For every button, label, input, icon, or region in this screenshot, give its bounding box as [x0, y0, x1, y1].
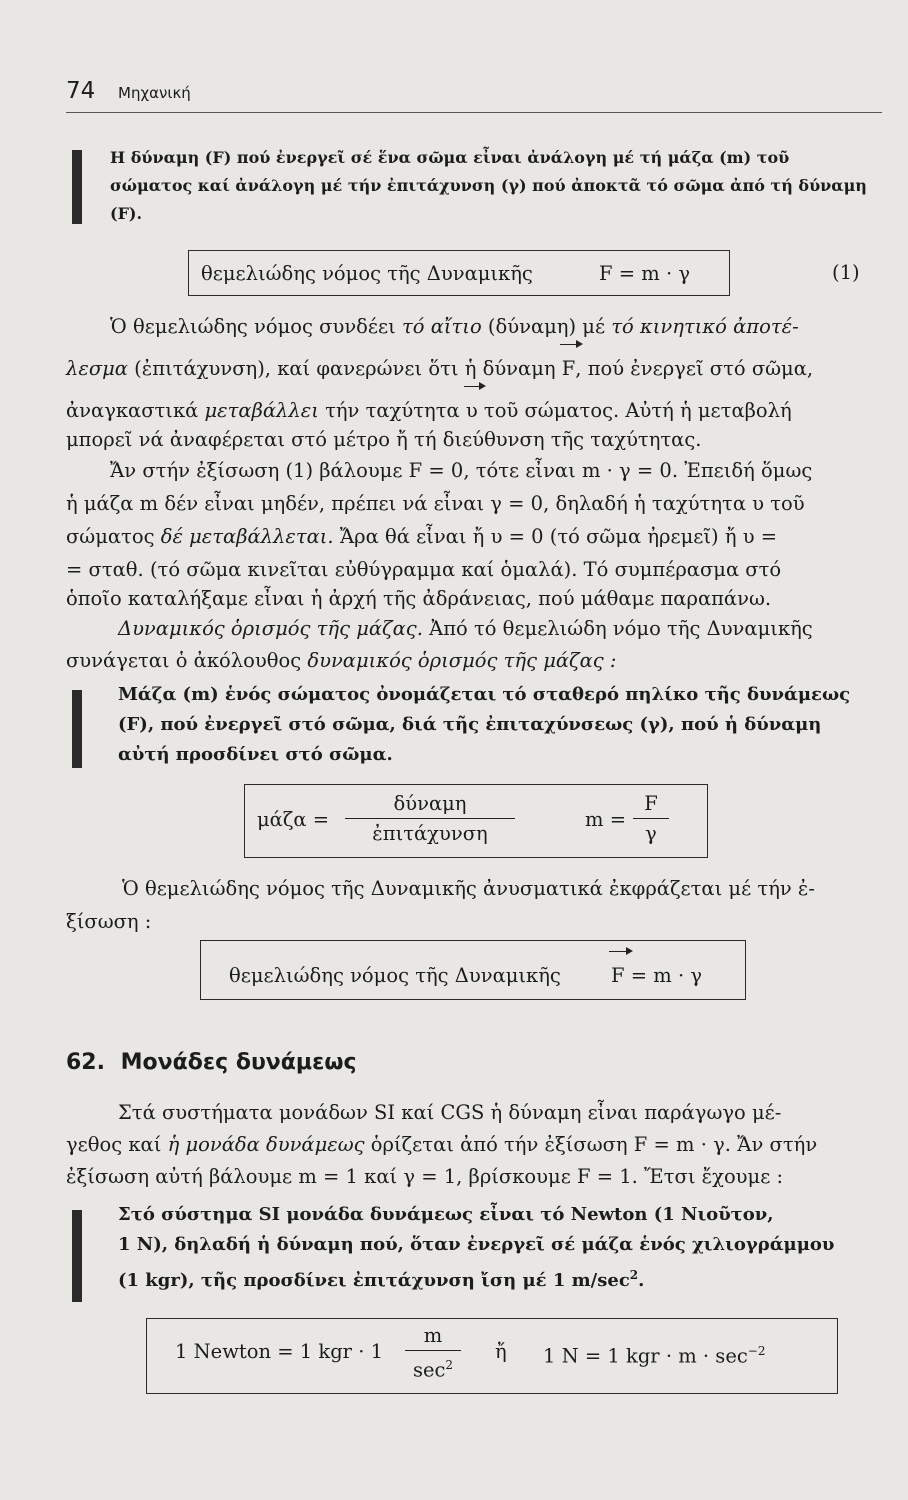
newton-fraction	[405, 1321, 461, 1385]
text: Στό σύστημα SI μονάδα δυνάμεως εἶναι τό Newton (1 Νιοῦτον,	[118, 1204, 774, 1225]
superscript: 2	[629, 1268, 639, 1282]
margin-bar	[72, 1210, 82, 1302]
vector-law-box	[200, 940, 746, 1000]
page-header	[66, 78, 882, 113]
text: ἐξίσωση αὐτή βάλουμε m = 1 καί γ = 1, βρίσκουμε F = 1. Ἔτσι ἔχουμε :	[66, 1165, 784, 1188]
newton-lhs: 1 Newton = 1 kgr · 1	[175, 1340, 383, 1363]
m-lhs: m =	[585, 808, 627, 831]
text: Ἀπό τό θεμελιώδη νόμο τῆς Δυναμικῆς	[422, 617, 813, 640]
paragraph-cause-effect	[110, 312, 880, 341]
mass-fraction	[345, 789, 515, 848]
mass-definition: Μάζα (m) ἑνός σώματος ὀνομάζεται τό σταθερό πηλίκο τῆς δυνάμεως (F), πού ἐνεργεῖ στό σῶμα, διά τῆς ἐπιταχύνσεως (γ), πού ἡ δύναμη αὐτή προσδίνει στό σῶμα.	[118, 684, 851, 765]
section-title: Μονάδες δυνάμεως	[120, 1050, 357, 1075]
text: .	[638, 1270, 645, 1291]
text: = m · γ	[624, 964, 703, 987]
law-label: θεμελιώδης νόμος τῆς Δυναμικῆς	[201, 262, 533, 285]
text: (1 kgr), τῆς προσδίνει ἐπιτάχυνση ἴση μέ 1 m/sec	[118, 1270, 630, 1291]
newton-formula-box	[146, 1318, 838, 1394]
fraction-numerator: δύναμη	[345, 789, 515, 819]
paragraph-mass-definition-intro	[66, 614, 882, 675]
text: Ὁ θεμελιώδης νόμος τῆς Δυναμικῆς ἀνυσματικά ἐκφράζεται μέ τήν ἐ-	[122, 877, 815, 900]
law-statement: Η δύναμη (F) πού ἐνεργεῖ σέ ἕνα σῶμα εἶναι ἀνάλογη μέ τή μάζα (m) τοῦ σώματος καί ἀνάλογη μέ τήν ἐπιτάχυνση (γ) πού ἀποκτᾶ τό σῶμα ἀπό τή δύναμη (F).	[110, 148, 867, 223]
paragraph-inertia	[66, 456, 882, 613]
text: τοῦ σώματος. Αὐτή ἡ μεταβολή	[477, 399, 792, 422]
text: sec	[412, 1358, 446, 1382]
text-italic: δέ μεταβάλλεται.	[160, 525, 334, 548]
mass-lhs: μάζα =	[257, 808, 330, 831]
or-word: ἤ	[495, 1340, 507, 1363]
text-italic: λεσμα	[66, 357, 128, 380]
text-italic: Δυναμικός ὁρισμός τῆς μάζας.	[118, 617, 423, 640]
vector-law-label: θεμελιώδης νόμος τῆς Δυναμικῆς	[229, 964, 561, 987]
text-italic: τό αἴτιο	[401, 315, 482, 338]
text-italic: δυναμικός ὁρισμός τῆς μάζας :	[307, 649, 617, 672]
fraction-denominator	[405, 1351, 461, 1385]
newton-rhs	[543, 1337, 765, 1371]
paragraph-vector-form	[66, 874, 882, 936]
text: 1 N), δηλαδή ἡ δύναμη πού, ὅταν ἐνεργεῖ σέ μάζα ἑνός χιλιογράμμου	[118, 1234, 835, 1255]
law-formula: F = m · γ	[599, 262, 691, 285]
page-number: 74	[66, 78, 96, 104]
text: Στά συστήματα μονάδων SI καί CGS ἡ δύναμη εἶναι παράγωγο μέ-	[118, 1101, 782, 1124]
vector-v: υ	[466, 396, 478, 425]
text: Ὁ θεμελιώδης νόμος συνδέει	[110, 315, 402, 338]
margin-bar	[72, 690, 82, 768]
text: Ἄρα θά εἶναι ἤ υ = 0 (τό σῶμα ἠρεμεῖ) ἤ υ =	[333, 525, 778, 548]
text: 1 N = 1 kgr · m · sec	[543, 1344, 748, 1368]
text: , πού ἐνεργεῖ στό σῶμα,	[575, 357, 814, 380]
newton-definition	[118, 1200, 882, 1296]
text: (δύναμη) μέ	[481, 315, 612, 338]
vector-F: F	[611, 961, 625, 990]
text: ἡ μάζα m δέν εἶναι μηδέν, πρέπει νά εἶναι γ = 0, δηλαδή ἡ ταχύτητα υ τοῦ	[66, 492, 805, 515]
fraction-denominator: γ	[645, 822, 657, 845]
text: συνάγεται ὁ ἀκόλουθος	[66, 649, 308, 672]
text-italic: ἡ μονάδα δυνάμεως	[167, 1133, 365, 1156]
vector-F: F	[562, 354, 576, 383]
running-title: Μηχανική	[118, 84, 191, 102]
paragraph-cause-effect-2	[66, 354, 882, 454]
text: = σταθ. (τό σῶμα κινεῖται εὐθύγραμμα καί ὁμαλά). Τό συμπέρασμα στό	[66, 558, 782, 581]
law-formula-box	[188, 250, 730, 296]
fraction-numerator: m	[405, 1321, 461, 1351]
vector-law-formula	[611, 961, 702, 990]
text: γεθος καί	[66, 1133, 168, 1156]
fraction-denominator: ἐπιτάχυνση	[372, 822, 488, 845]
section-heading	[66, 1050, 357, 1075]
mass-formula-box	[244, 784, 708, 858]
text: σώματος	[66, 525, 161, 548]
text-italic: τό κινητικό ἀποτέ-	[611, 315, 799, 338]
text: ἀναγκαστικά	[66, 399, 205, 422]
superscript: 2	[445, 1358, 454, 1372]
superscript: −2	[747, 1344, 766, 1358]
text: ὁρίζεται ἀπό τήν ἐξίσωση F = m · γ. Ἄν στήν	[364, 1133, 818, 1156]
text: Ἄν στήν ἐξίσωση (1) βάλουμε F = 0, τότε εἶναι m · γ = 0. Ἐπειδή ὅμως	[110, 459, 813, 482]
text: ξίσωση :	[66, 910, 152, 933]
fraction-numerator: F	[633, 789, 669, 819]
m-fraction	[633, 789, 669, 848]
section-number: 62.	[66, 1050, 105, 1075]
text: (ἐπιτάχυνση), καί φανερώνει ὅτι ἡ δύναμη	[127, 357, 562, 380]
text: ὁποῖο καταλήξαμε εἶναι ἡ ἀρχή τῆς ἀδράνειας, πού μάθαμε παραπάνω.	[66, 587, 772, 610]
paragraph-force-units	[66, 1098, 882, 1191]
margin-bar	[72, 150, 82, 224]
equation-number: (1)	[832, 261, 860, 284]
text: τήν ταχύτητα	[318, 399, 466, 422]
text: μπορεῖ νά ἀναφέρεται στό μέτρο ἤ τή διεύθυνση τῆς ταχύτητας.	[66, 428, 702, 451]
text-italic: μεταβάλλει	[204, 399, 319, 422]
